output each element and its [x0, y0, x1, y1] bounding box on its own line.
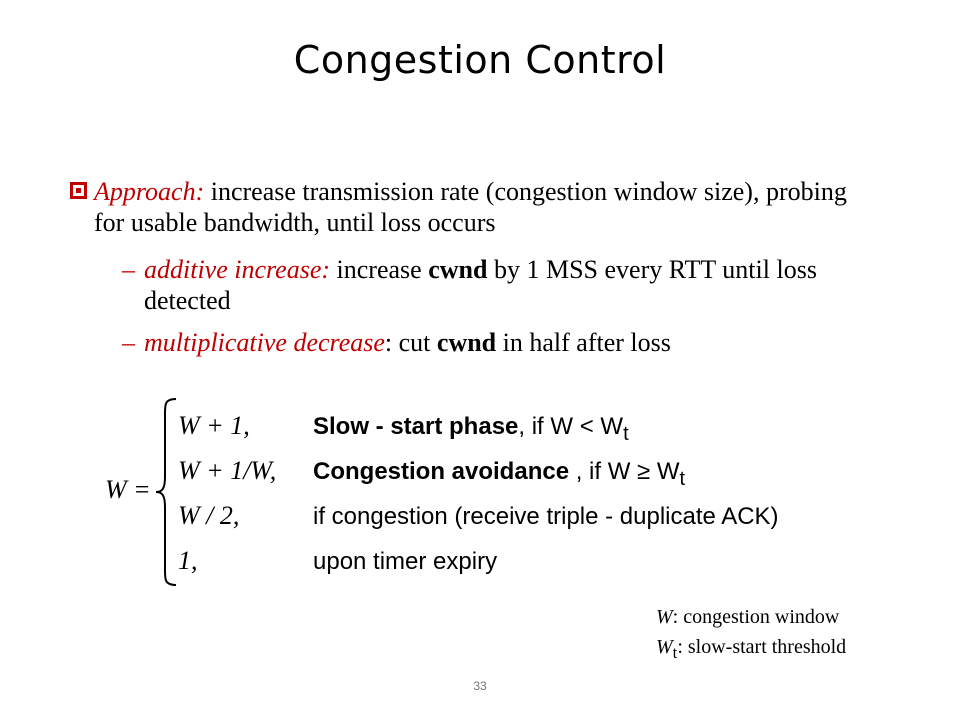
sub-item-post: in half after loss — [496, 328, 671, 357]
equation-lhs: W = — [105, 475, 151, 504]
row-expression: 1, — [178, 546, 198, 575]
dash-bullet-icon: – — [122, 255, 135, 284]
legend-text: : congestion window — [672, 606, 840, 628]
row-condition: , if W ≥ W — [569, 458, 680, 485]
row-phase-name: Slow - start phase — [313, 413, 519, 440]
sub-item-lead: additive increase: — [144, 255, 331, 284]
row-expression: W + 1, — [178, 411, 250, 440]
legend-text: : slow-start threshold — [677, 636, 847, 658]
equation-row — [178, 546, 497, 576]
row-subscript: t — [623, 422, 629, 445]
row-expression: W + 1/W, — [178, 456, 277, 485]
row-phase-name: Congestion avoidance — [313, 458, 570, 485]
cwnd-term: cwnd — [428, 255, 488, 284]
dash-bullet-icon: – — [122, 328, 135, 357]
sub-item-additive-increase — [122, 254, 862, 316]
window-update-equation — [100, 395, 860, 595]
square-bullet-icon — [70, 182, 87, 199]
row-expression: W / 2, — [178, 501, 240, 530]
sub-item-lead: multiplicative decrease — [144, 328, 385, 357]
equation-row — [178, 411, 629, 446]
row-condition: , if W < W — [518, 413, 624, 440]
sub-item-pre: increase — [330, 255, 429, 284]
legend-wt — [656, 632, 846, 668]
legend-w — [656, 602, 846, 632]
legend-subscript: t — [672, 643, 678, 662]
page-number: 33 — [473, 679, 487, 693]
main-bullet-text — [94, 176, 860, 238]
slide-title: Congestion Control — [293, 38, 667, 82]
approach-label: Approach: — [94, 177, 205, 206]
sub-item-pre: : cut — [384, 328, 437, 357]
legend-symbol: W — [656, 606, 673, 628]
cwnd-term: cwnd — [436, 328, 497, 357]
sub-item-text — [144, 327, 862, 358]
legend-symbol: W — [656, 636, 673, 658]
row-subscript: t — [679, 467, 686, 490]
sub-item-multiplicative-decrease — [122, 327, 862, 358]
row-condition: if congestion (receive triple - duplicate ACK) — [313, 503, 779, 530]
equation-row — [178, 456, 685, 491]
symbol-legend — [656, 602, 846, 668]
equation-row — [178, 501, 779, 531]
approach-text: increase transmission rate (congestion window size), probing for usable bandwidth, until loss occurs — [94, 177, 847, 237]
main-bullet — [70, 176, 860, 238]
sub-item-post: by 1 MSS every RTT until loss detected — [144, 255, 817, 315]
row-condition: upon timer expiry — [313, 548, 498, 575]
sub-item-text — [144, 254, 862, 316]
